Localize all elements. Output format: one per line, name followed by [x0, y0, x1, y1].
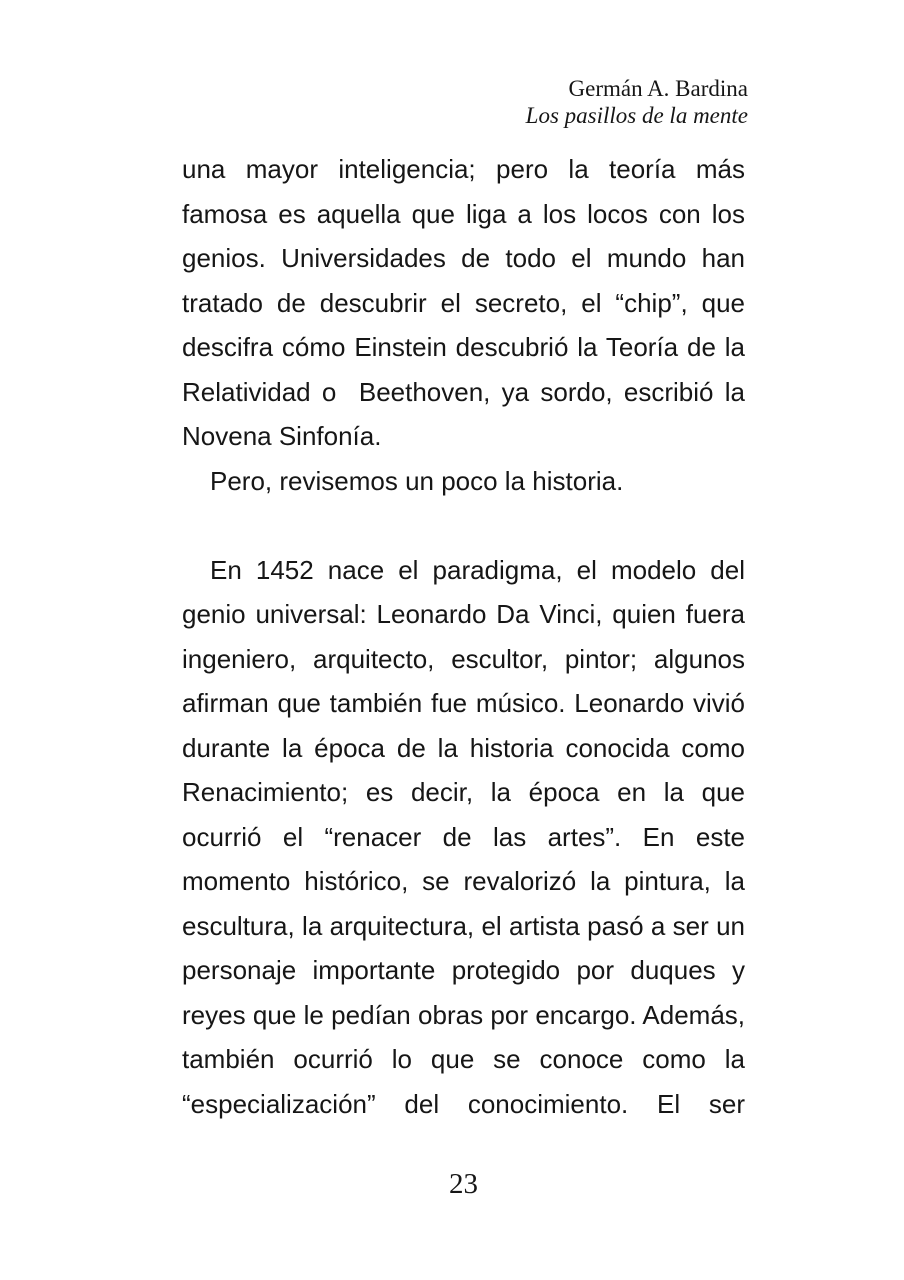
text-line: escultura, la arquitectura, el artista pasó a ser un: [182, 910, 745, 941]
text-line: Novena Sinfonía.: [182, 421, 382, 451]
text-line: tratado de descubrir el secreto, el “chip”, que: [182, 287, 745, 318]
blank-line: [182, 503, 745, 548]
page-header: [182, 75, 748, 129]
text-line: Pero, revisemos un poco la historia.: [210, 465, 624, 496]
text-line: ocurrió el “renacer de las artes”. En este: [182, 821, 745, 852]
author-name: Germán A. Bardina: [568, 76, 748, 101]
text-line: afirman que también fue músico. Leonardo vivió: [182, 688, 745, 718]
page-number: 23: [449, 1168, 478, 1200]
text-line: descifra cómo Einstein descubrió la Teoría de la: [182, 332, 745, 362]
text-line: personaje importante protegido por duques y: [182, 955, 745, 985]
page-footer: [182, 1167, 745, 1201]
text-line: genio universal: Leonardo Da Vinci, quien fuera: [182, 599, 745, 629]
text-line: una mayor inteligencia; pero la teoría más: [182, 154, 745, 184]
text-line: genios. Universidades de todo el mundo han: [182, 243, 745, 273]
text-line: En 1452 nace el paradigma, el modelo del: [210, 554, 745, 585]
text-line: también ocurrió lo que se conoce como la: [182, 1044, 745, 1074]
text-line: Renacimiento; es decir, la época en la que: [182, 777, 745, 807]
text-line: ingeniero, arquitecto, escultor, pintor; algunos: [182, 643, 745, 674]
text-line: durante la época de la historia conocida como: [182, 732, 745, 763]
text-line: “especialización” del conocimiento. El ser: [182, 1088, 745, 1119]
book-title: Los pasillos de la mente: [525, 103, 748, 128]
body-text: [182, 147, 745, 1126]
text-line: Relatividad o Beethoven, ya sordo, escribió la: [182, 376, 745, 407]
text-line: momento histórico, se revalorizó la pintura, la: [182, 866, 745, 896]
text-line: reyes que le pedían obras por encargo. Además,: [182, 999, 745, 1030]
text-line: famosa es aquella que liga a los locos con los: [182, 198, 745, 229]
